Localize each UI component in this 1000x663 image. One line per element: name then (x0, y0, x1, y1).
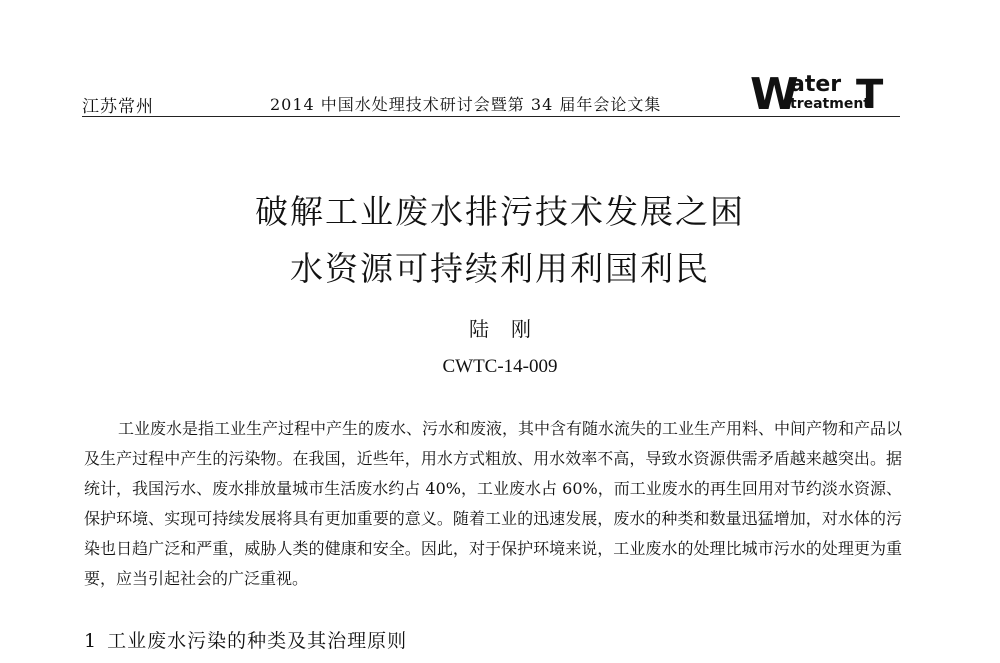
water-treatment-logo (750, 69, 896, 120)
header-rule (82, 116, 900, 117)
section-heading (84, 626, 417, 653)
section-number: 1 (84, 630, 98, 652)
header-location: 江苏常州 (82, 97, 154, 117)
logo-letter-w: W (750, 69, 797, 120)
paper-title-line-2: 水资源可持续利用利国利民 (290, 249, 710, 288)
paper-title-line-1: 破解工业废水排污技术发展之困 (255, 192, 745, 231)
section-title: 工业废水污染的种类及其治理原则 (107, 630, 408, 652)
logo-text-treatment: treatment (790, 96, 870, 112)
logo-letter-t: T (856, 72, 884, 118)
paper-code: CWTC-14-009 (442, 356, 558, 377)
intro-paragraph: 工业废水是指工业生产过程中产生的废水、污水和废液，其中含有随水流失的工业生产用料、中间产物和产品以及生产过程中产生的污染物。在我国，近些年，用水方式粗放、用水效率不高，导致水资源供需矛盾越来越突出。据统计，我国污水、废水排放量城市生活废水约占 40%，工业废水占 60%，而工业废水的再生回用对节约淡水资源、保护环境、实现可持续发展将具有更加重要的意义。随着工业的迅速发展，废水的种类和数量迅猛增加，对水体的污染也日趋广泛和严重，威胁人类的健康和安全。因此，对于保护环境来说，工业废水的处理比城市污水的处理更为重要，应当引起社会的广泛重视。 (84, 419, 903, 588)
author-name: 陆刚 (469, 317, 553, 341)
logo-text-ater: ater (790, 72, 842, 97)
running-header (82, 70, 900, 120)
header-conference-title: 2014 中国水处理技术研讨会暨第 34 届年会论文集 (270, 95, 662, 114)
